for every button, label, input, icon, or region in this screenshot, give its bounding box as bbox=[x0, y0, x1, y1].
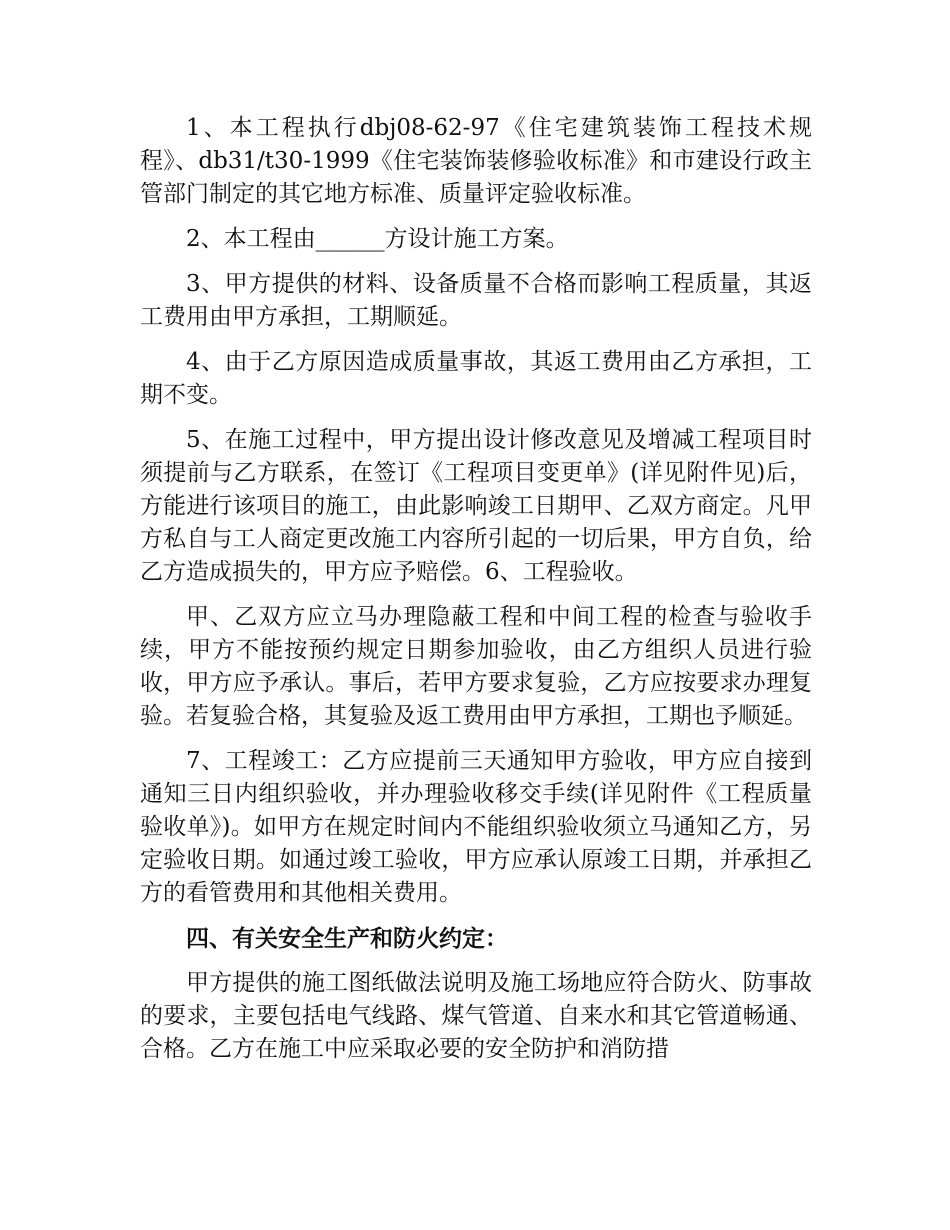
safety-paragraph: 甲方提供的施工图纸做法说明及施工场地应符合防火、防事故的要求，主要包括电气线路、煤气管道、自来水和其它管道畅通、合格。乙方在施工中应采取必要的安全防护和消防措 bbox=[140, 970, 812, 1062]
clause-2-paragraph: 2、本工程由______方设计施工方案。 bbox=[186, 226, 569, 252]
clause-5-paragraph: 5、在施工过程中，甲方提出设计修改意见及增减工程项目时须提前与乙方联系，在签订《工程项目变更单》(详见附件见)后，方能进行该项目的施工，由此影响竣工日期甲、乙双方商定。凡甲方私自与工人商定更改施工内容所引起的一切后果，甲方自负，给乙方造成损失的，甲方应予赔偿。6、工程验收。 bbox=[140, 427, 812, 585]
clause-7-paragraph: 7、工程竣工：乙方应提前三天通知甲方验收，甲方应自接到通知三日内组织验收，并办理验收移交手续(详见附件《工程质量验收单》)。如甲方在规定时间内不能组织验收须立马通知乙方，另定验收日期。如通过竣工验收，甲方应承认原竣工日期，并承担乙方的看管费用和其他相关费用。 bbox=[140, 748, 812, 906]
clause-4-paragraph: 4、由于乙方原因造成质量事故，其返工费用由乙方承担，工期不变。 bbox=[140, 349, 812, 408]
acceptance-paragraph: 甲、乙双方应立马办理隐蔽工程和中间工程的检查与验收手续，甲方不能按预约规定日期参加验收，由乙方组织人员进行验收，甲方应予承认。事后，若甲方要求复验，乙方应按要求办理复验。若复验合格，其复验及返工费用由甲方承担，工期也予顺延。 bbox=[140, 604, 812, 729]
clause-3-paragraph: 3、甲方提供的材料、设备质量不合格而影响工程质量，其返工费用由甲方承担，工期顺延。 bbox=[140, 271, 812, 330]
section-four-heading: 四、有关安全生产和防火约定： bbox=[186, 925, 508, 952]
clause-1-paragraph: 1、本工程执行dbj08-62-97《住宅建筑装饰工程技术规程》、db31/t30-1999《住宅装饰装修验收标准》和市建设行政主管部门制定的其它地方标准、质量评定验收标准。 bbox=[140, 115, 812, 207]
document-page bbox=[140, 112, 812, 1078]
